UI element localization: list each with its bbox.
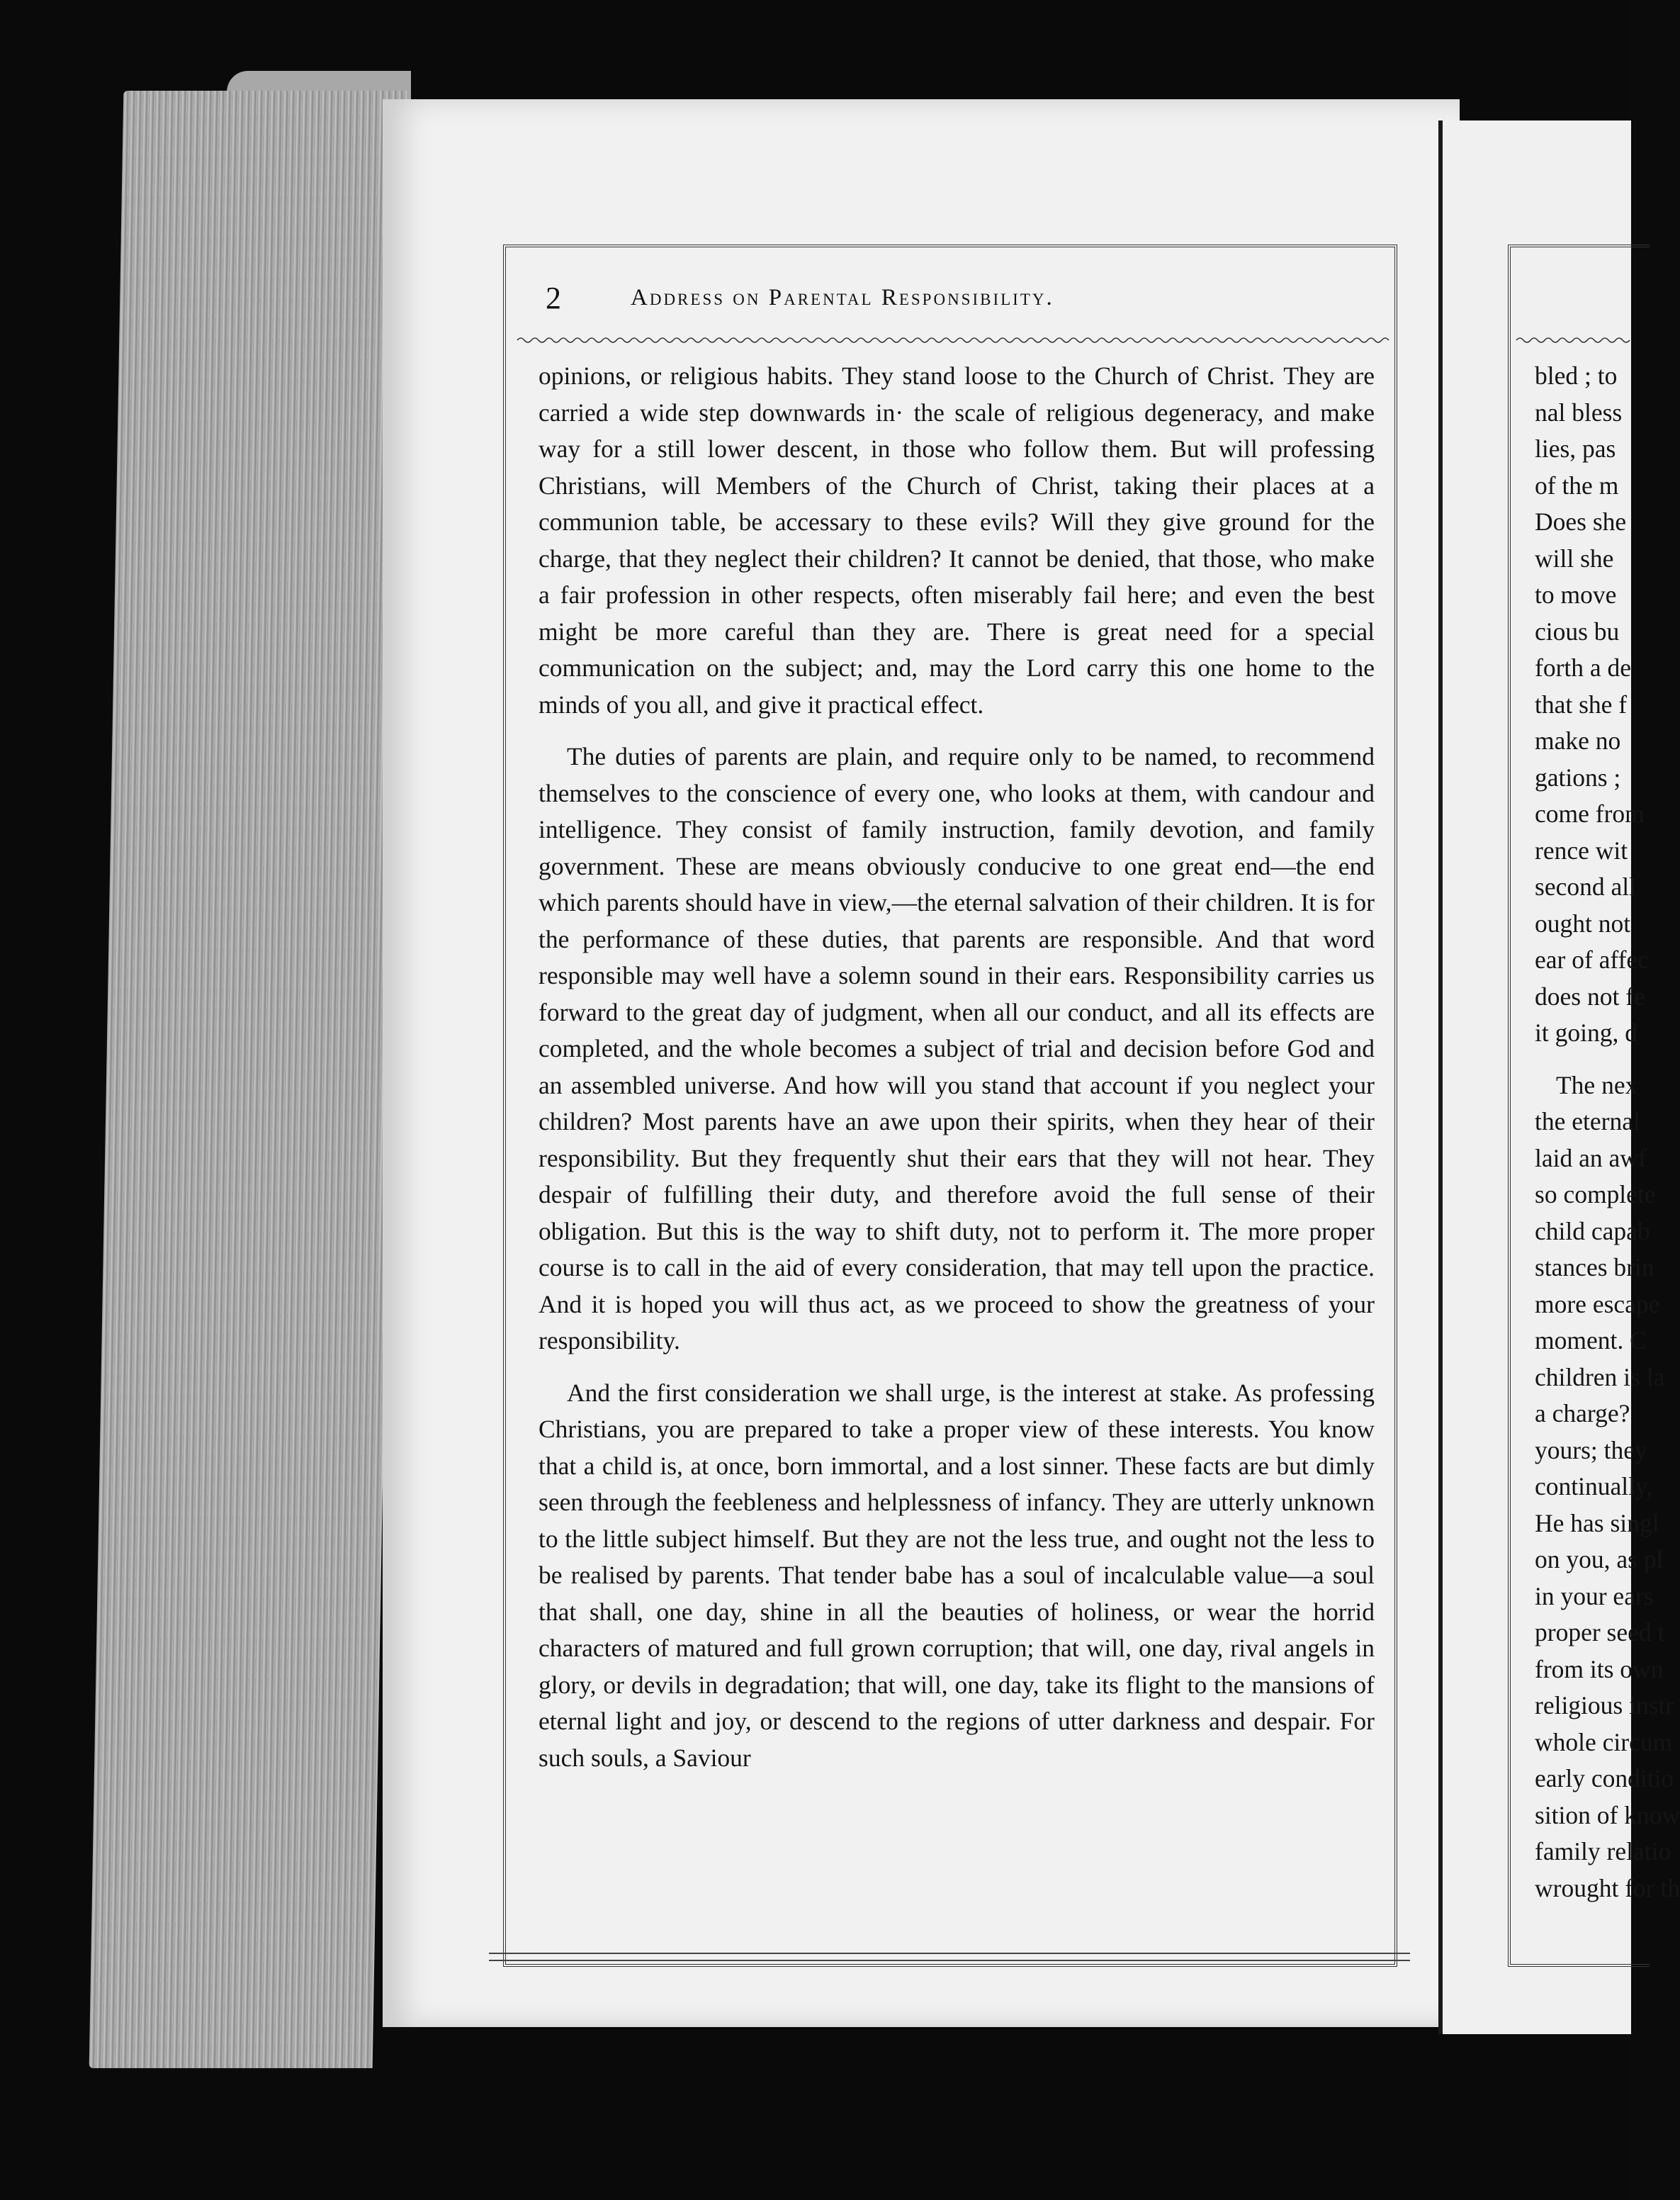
right-page-line: nal bless — [1535, 398, 1623, 427]
right-page-line: early conditio — [1535, 1764, 1674, 1792]
right-page-line: continually, — [1535, 1472, 1653, 1500]
right-page-line: children is la — [1535, 1362, 1665, 1391]
right-page-line: proper seed t — [1535, 1618, 1665, 1646]
page-number: 2 — [546, 280, 561, 315]
paragraph-2: The duties of parents are plain, and require only to be named, to recommend themselves to the conscience of every one, who looks at them, with candour and intelligence. They consist of family instruction, family devotion, and family government. These are means obviously conducive to one great end—the end which parents should have in view,—the eternal salvation of their children. It is for the performance of these duties, that parents are responsible. And that word responsible may well have a solemn sound in their ears. Responsibility carries us forward to the great day of judgment, when all our conduct, and all its effects are completed, and the whole becomes a subject of trial and decision before God and an assembled universe. And how will you stand that account if you neglect your children? Most parents have an awe upon their spirits, when they hear of their responsibility. But they frequently shut their ears that they will not hear. They despair of fulfilling their duty, and therefore avoid the full sense of their obligation. But this is the way to shift duty, not to perform it. The more proper course is to call in the aid of every consideration, that may tell upon the practice. And it is hoped you will thus act, as we proceed to show the greatness of your responsibility. — [539, 742, 1375, 1354]
bottom-rule — [489, 1953, 1410, 1961]
right-page-line: it going, d — [1535, 1018, 1637, 1047]
running-head — [546, 276, 1382, 319]
right-page-line: The nex — [1556, 1070, 1638, 1099]
right-page-line: wrought for th — [1535, 1873, 1680, 1902]
right-page-line: Does she — [1535, 507, 1627, 536]
right-page-line: moment. C — [1535, 1326, 1647, 1354]
right-page-line: in your ears — [1535, 1581, 1654, 1610]
paragraph-gap — [1535, 1052, 1634, 1067]
paragraph-1: opinions, or religious habits. They stand loose to the Church of Christ. They are carried a wide step downwards in· the scale of religious degeneracy, and make way for a still lower descent, in those who follow them. But will professing Christians, will Members of the Church of Christ, taking their places at a communion table, be accessary to these evils? Will they give ground for the charge, that they neglect their children? It cannot be denied, that those, who make a fair profession in other respects, often miserably fail here; and even the best might be more careful than they are. There is great need for a special communication on the subject; and, may the Lord carry this one home to the minds of you all, and give it practical effect. — [539, 361, 1375, 719]
right-page-line: will she — [1535, 544, 1614, 573]
left-page-body — [539, 358, 1375, 1792]
running-head-title: Address on Parental Responsibility. — [631, 284, 1054, 310]
book-page-edges — [89, 91, 407, 2068]
right-page-line: stances brin — [1535, 1253, 1654, 1281]
paragraph-3: And the first consideration we shall urge, is the interest at stake. As professing Christians, you are prepared to take a proper view of these interests. You know that a child is, at once, born immortal, and a lost sinner. These facts are but dimly seen through the feebleness and helplessness of infancy. They are utterly unknown to the little subject himself. But they are not the less true, and ought not the less to be realised by parents. That tender babe has a soul of incalculable value—a soul that shall, one day, shine in all the beauties of holiness, or wear the horrid characters of matured and full grown corruption; that will, one day, rival angels in glory, or devils in degradation; that will, one day, take its flight to the mansions of eternal light and joy, or descend to the regions of utter darkness and despair. For such souls, a Saviour — [539, 1378, 1375, 1772]
right-page-body — [1535, 358, 1680, 1907]
right-page-line: ear of affec — [1535, 945, 1649, 974]
right-page-line: family relatio — [1535, 1837, 1671, 1865]
right-page-line: make no — [1535, 726, 1621, 755]
right-page-line: religious instr — [1535, 1691, 1674, 1719]
right-page-line: child capab — [1535, 1216, 1650, 1245]
right-page-line: come from — [1535, 799, 1645, 828]
wavy-rule-right — [1516, 333, 1630, 347]
right-page-line: sition of know — [1535, 1800, 1680, 1829]
right-page-line: He has singl — [1535, 1508, 1659, 1537]
right-page-line: whole circum — [1535, 1727, 1673, 1756]
right-page-line: gations ; — [1535, 763, 1621, 792]
right-page-line: forth a de — [1535, 653, 1632, 682]
right-page-line: the eternal — [1535, 1107, 1640, 1135]
right-page-line: more escape — [1535, 1289, 1660, 1318]
right-page-line: a charge? — [1535, 1399, 1630, 1427]
right-page-line: that she f — [1535, 690, 1628, 719]
right-page-line: cious bu — [1535, 617, 1620, 646]
right-page-line: bled ; to — [1535, 361, 1618, 390]
right-page-line: to move — [1535, 580, 1617, 609]
right-page-line: laid an awf — [1535, 1143, 1647, 1172]
wavy-rule — [517, 333, 1389, 347]
right-page-line: of the m — [1535, 471, 1619, 500]
right-page-line: so complete — [1535, 1180, 1656, 1208]
right-page-line: rence wit — [1535, 836, 1628, 865]
right-page-line: ought not — [1535, 909, 1631, 938]
right-page-line: from its own — [1535, 1654, 1664, 1683]
right-page-line: on you, as pl — [1535, 1545, 1664, 1573]
right-page-line: second all — [1535, 872, 1636, 901]
right-page-line: lies, pas — [1535, 434, 1616, 463]
right-page-line: does not fe — [1535, 982, 1645, 1011]
right-page-line: yours; they — [1535, 1435, 1647, 1464]
